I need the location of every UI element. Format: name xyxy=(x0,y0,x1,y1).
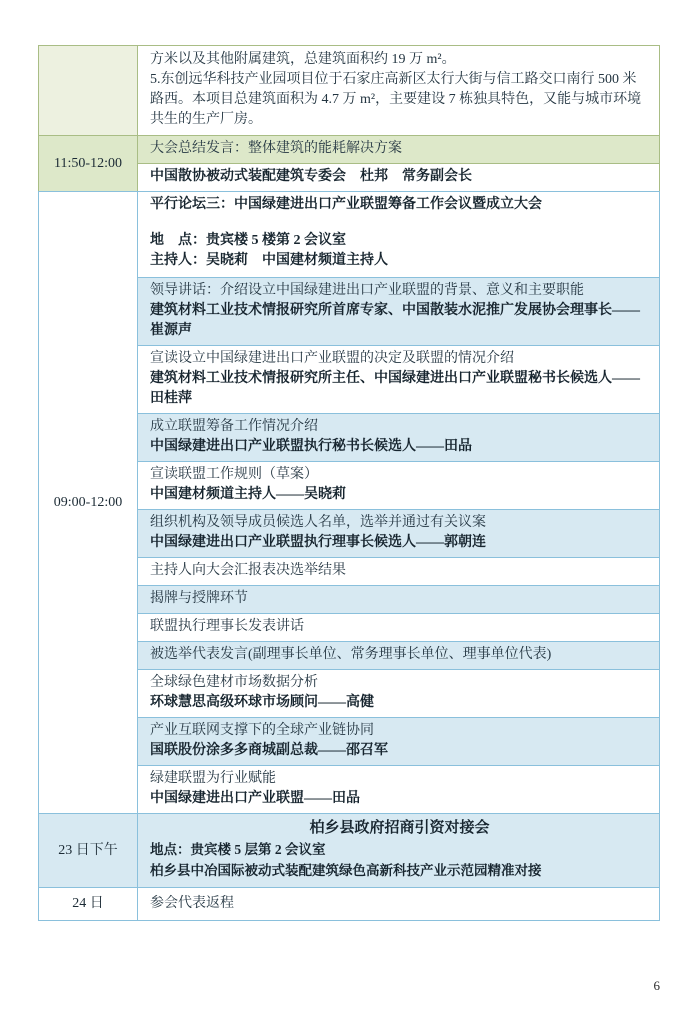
page-number: 6 xyxy=(653,978,660,993)
forum-session-row xyxy=(138,765,659,813)
forum-session-row xyxy=(138,717,659,765)
departure-cell: 参会代表返程 xyxy=(150,896,234,911)
forum-cell xyxy=(138,192,659,813)
session-speaker: 中国绿建进出口产业联盟执行秘书长候选人——田品 xyxy=(150,439,472,454)
session-topic: 主持人向大会汇报表决选举结果 xyxy=(150,563,346,578)
forum-section xyxy=(38,191,660,921)
morning-section xyxy=(38,45,660,191)
agenda-table xyxy=(38,45,660,921)
table-row xyxy=(39,813,659,887)
matchmaking-title: 柏乡县政府招商引资对接会 xyxy=(309,820,490,836)
session-speaker: 中国绿建进出口产业联盟——田品 xyxy=(150,791,360,806)
forum-session-row xyxy=(138,461,659,509)
spacer xyxy=(150,215,649,231)
matchmaking-cell xyxy=(138,814,659,887)
forum-session-row xyxy=(138,669,659,717)
forum-session-row xyxy=(138,277,659,345)
forum-header xyxy=(138,192,659,277)
session-topic: 大会总结发言：整体建筑的能耗解决方案 xyxy=(138,136,659,164)
continuation-paragraph: 5.东创远华科技产业园项目位于石家庄高新区太行大街与信工路交口南行 500 米路西。本项目总建筑面积为 4.7 万 m²，主要建设 7 栋独具特色，又能与城市环境共生的生产厂房。 xyxy=(150,72,642,127)
time-cell: 24 日 xyxy=(39,888,138,920)
session-topic: 成立联盟筹备工作情况介绍 xyxy=(150,419,318,434)
session-speaker: 环球慧思高级环球市场顾问——高健 xyxy=(150,695,374,710)
continuation-cell xyxy=(138,46,659,135)
session-topic: 领导讲话：介绍设立中国绿建进出口产业联盟的背景、意义和主要职能 xyxy=(150,283,584,298)
forum-session-row xyxy=(138,509,659,557)
time-cell: 23 日下午 xyxy=(39,814,138,887)
session-speaker: 国联股份涂多多商城副总裁——邵召军 xyxy=(150,743,388,758)
table-row xyxy=(39,887,659,920)
session-topic: 全球绿色建材市场数据分析 xyxy=(150,675,318,690)
forum-session-row xyxy=(138,345,659,413)
forum-session-row xyxy=(138,613,659,641)
table-row xyxy=(39,136,659,191)
summary-cell xyxy=(138,136,659,191)
session-speaker: 中国建材频道主持人——吴晓莉 xyxy=(150,487,346,502)
forum-session-row xyxy=(138,413,659,461)
continuation-paragraph: 方米以及其他附属建筑，总建筑面积约 19 万 m²。 xyxy=(150,52,456,67)
table-row xyxy=(39,192,659,813)
session-speaker: 建筑材料工业技术情报研究所主任、中国绿建进出口产业联盟秘书长候选人——田桂萍 xyxy=(150,371,640,406)
session-topic: 联盟执行理事长发表讲话 xyxy=(150,619,304,634)
session-topic: 宣读设立中国绿建进出口产业联盟的决定及联盟的情况介绍 xyxy=(150,351,514,366)
forum-session-row xyxy=(138,585,659,613)
table-row xyxy=(39,46,659,136)
forum-title: 平行论坛三：中国绿建进出口产业联盟筹备工作会议暨成立大会 xyxy=(150,197,542,212)
session-topic: 组织机构及领导成员候选人名单，选举并通过有关议案 xyxy=(150,515,486,530)
session-topic: 产业互联网支撑下的全球产业链协同 xyxy=(150,723,374,738)
session-speaker: 中国散协被动式装配建筑专委会 杜邦 常务副会长 xyxy=(138,164,659,191)
session-topic: 宣读联盟工作规则（草案） xyxy=(150,467,318,482)
forum-location: 地 点：贵宾楼 5 楼第 2 会议室 xyxy=(150,233,346,248)
matchmaking-location: 地点：贵宾楼 5 层第 2 会议室 xyxy=(150,842,326,857)
forum-host: 主持人：吴晓莉 中国建材频道主持人 xyxy=(150,253,388,268)
forum-session-row xyxy=(138,641,659,669)
session-topic: 揭牌与授牌环节 xyxy=(150,591,248,606)
time-cell: 09:00-12:00 xyxy=(39,192,138,813)
session-topic: 绿建联盟为行业赋能 xyxy=(150,771,276,786)
forum-session-row xyxy=(138,557,659,585)
time-cell: 11:50-12:00 xyxy=(39,136,138,191)
session-speaker: 中国绿建进出口产业联盟执行理事长候选人——郭朝连 xyxy=(150,535,486,550)
session-speaker: 建筑材料工业技术情报研究所首席专家、中国散装水泥推广发展协会理事长——崔源声 xyxy=(150,303,640,338)
matchmaking-detail: 柏乡县中冶国际被动式装配建筑绿色高新科技产业示范园精准对接 xyxy=(150,863,542,878)
session-topic: 被选举代表发言(副理事长单位、常务理事长单位、理事单位代表) xyxy=(150,647,552,662)
time-cell-empty xyxy=(39,46,138,135)
